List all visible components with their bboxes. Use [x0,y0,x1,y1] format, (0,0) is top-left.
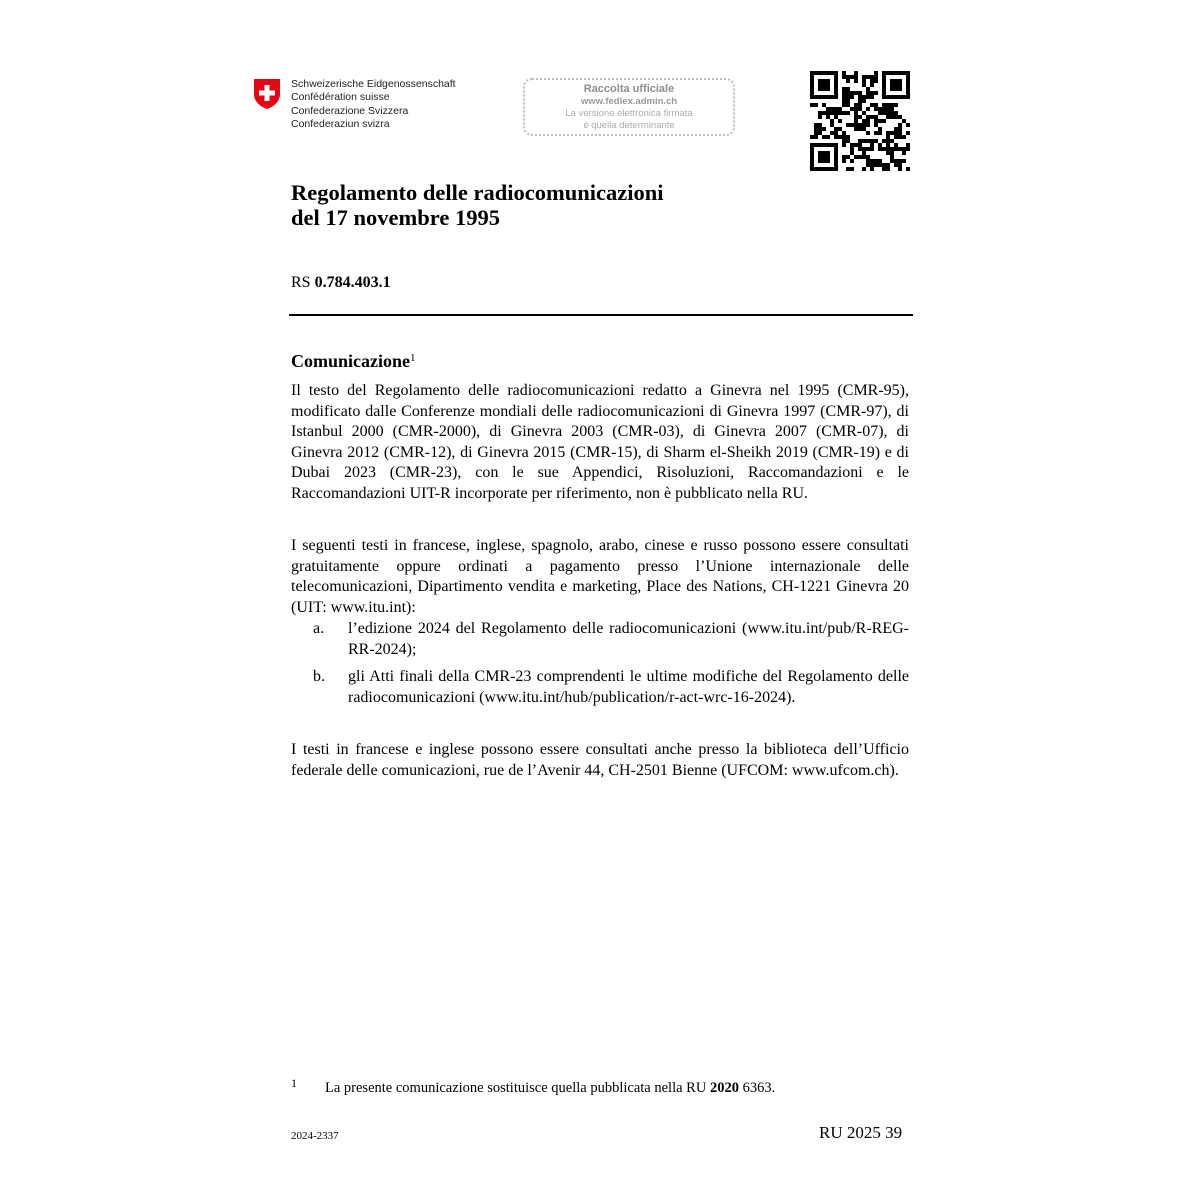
paragraph-3: I testi in francese e inglese possono essere consultati anche presso la biblioteca dell’Ufficio federale delle comunicazioni, rue de l’Avenir 44, CH-2501 Bienne (UFCOM: www.ufcom.ch). [291,741,909,779]
rs-number-value: 0.784.403.1 [314,274,391,291]
horizontal-rule [289,314,913,316]
qr-code-icon [810,71,910,171]
list-marker: b. [313,668,325,685]
footnote-ref: 1 [410,352,416,364]
confederation-name-de: Schweizerische Eidgenossenschaft [291,78,456,90]
confederation-name-fr: Confédération suisse [291,91,390,104]
list-item-text: l’edizione 2024 del Regolamento delle radiocomunicazioni (www.itu.int/pub/R-REG-RR-2024); [348,620,909,658]
footnote-year: 2020 [709,1080,739,1096]
stamp-title: Raccolta ufficiale [583,83,675,95]
rs-number [291,274,391,292]
rs-prefix: RS [291,274,311,291]
confederation-name-rm: Confederaziun svizra [291,118,390,131]
stamp-url: www.fedlex.admin.ch [580,96,678,107]
document-title-line2: del 17 novembre 1995 [291,205,500,230]
swiss-federal-cross-icon [253,78,281,110]
section-heading [291,351,416,372]
footnote-text-after: 6363. [738,1080,776,1096]
confederation-name-it: Confederazione Svizzera [291,104,409,117]
list-item-text: gli Atti finali della CMR-23 comprendenti le ultime modifiche del Regolamento delle radiocomunicazioni (www.itu.int/hub/publication/r-act-wrc-16-2024). [348,668,909,706]
ru-reference: RU 2025 39 [819,1123,903,1142]
footnote-text-before: La presente comunicazione sostituisce quella pubblicata nella RU [325,1080,710,1096]
section-heading-text: Comunicazione [291,351,410,371]
stamp-note-line2: è quella determinante [583,120,675,131]
document-title [291,180,663,230]
official-compilation-stamp [523,78,735,136]
document-id: 2024-2337 [291,1130,339,1142]
document-title-line1: Regolamento delle radiocomunicazioni [291,180,664,205]
footnote-number: 1 [291,1076,297,1090]
confederation-names [291,78,456,132]
paragraph-2: I seguenti testi in francese, inglese, spagnolo, arabo, cinese e russo possono essere consultati gratuitamente oppure ordinati a pagamento presso l’Unione internazionale delle telecomunicazioni, Dipartimento vendita e marketing, Place des Nations, CH-1221 Ginevra 20 (UIT: www.itu.int): [291,537,909,616]
stamp-note-line1: La versione elettronica firmata [565,108,693,119]
list-marker: a. [313,620,325,637]
paragraph-1: Il testo del Regolamento delle radiocomunicazioni redatto a Ginevra nel 1995 (CMR-95), modificato dalle Conferenze mondiali delle radiocomunicazioni di Ginevra 1997 (CMR-97), di Istanbul 2000 (CMR-2000), di Ginevra 2003 (CMR-03), di Ginevra 2007 (CMR-07), di Ginevra 2012 (CMR-12), di Ginevra 2015 (CMR-15), di Sharm el-Sheikh 2019 (CMR-19) e di Dubai 2023 (CMR-23), con le sue Appendici, Risoluzioni, Raccomandazioni e le Raccomandazioni UIT-R incorporate per riferimento, non è pubblicato nella RU. [291,382,909,502]
footnote-text [325,1080,775,1097]
